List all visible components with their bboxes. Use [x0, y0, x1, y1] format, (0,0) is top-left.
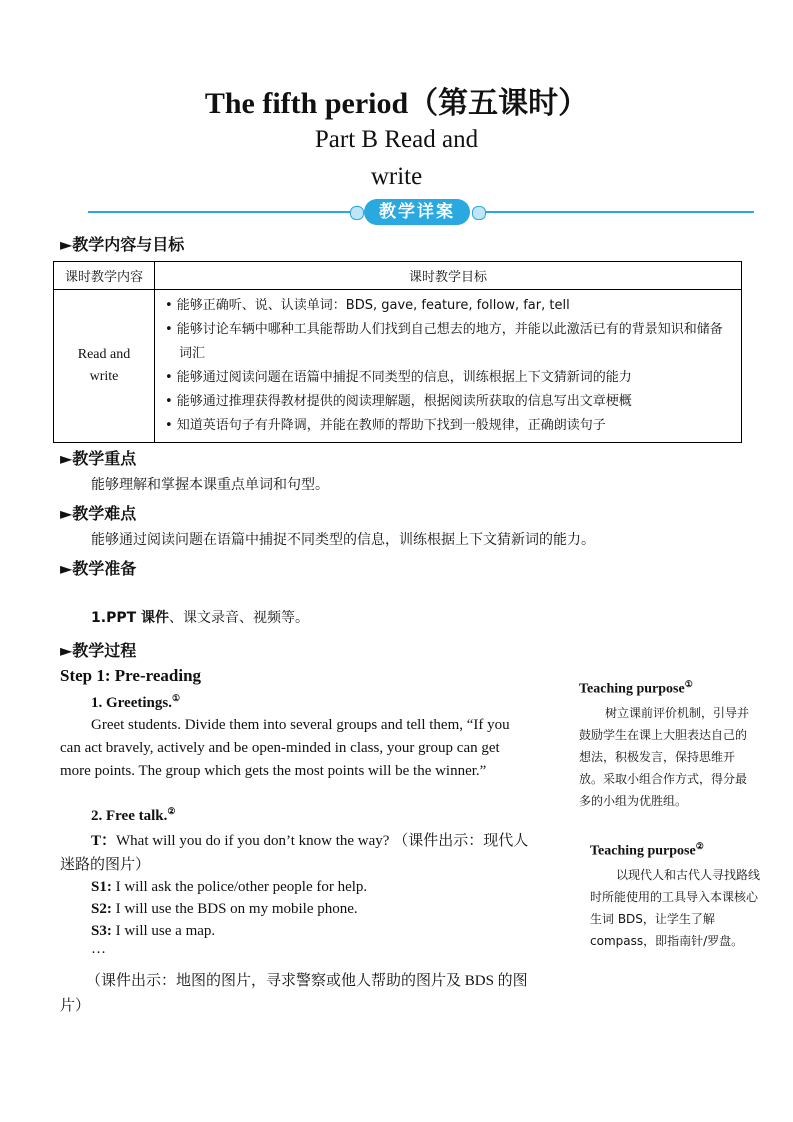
free-talk-heading: [91, 806, 175, 825]
banner-pill: [364, 199, 470, 225]
teacher-line: [60, 829, 535, 877]
purpose2-mark: ②: [695, 841, 704, 851]
section-banner: [88, 198, 754, 228]
subtitle-line2: write: [370, 163, 423, 190]
greetings-mark: ①: [171, 693, 181, 703]
step1-heading: Step 1: Pre-reading: [60, 666, 202, 685]
free-talk-heading-text: 2. Free talk.: [91, 808, 168, 824]
preparation-rest: 、课文录音、视频等。: [169, 610, 310, 626]
speaker-text: I will use the BDS on my mobile phone.: [111, 901, 358, 917]
dialogue-ellipsis: …: [91, 941, 106, 957]
table-header-goals: 课时教学目标: [155, 262, 742, 290]
list-item: • 知道英语句子有升降调，并能在教师的帮助下找到一般规律，正确朗读句子: [165, 418, 606, 433]
speaker-label: S1:: [91, 879, 112, 895]
section-difficulties: ►教学难点: [60, 504, 137, 523]
key-points-text: 能够理解和掌握本课重点单词和句型。: [91, 477, 329, 493]
purpose1-mark: ①: [684, 679, 693, 689]
section-content-goals: ►教学内容与目标: [60, 235, 185, 254]
purpose2-title: [590, 841, 704, 860]
banner-line-left: [88, 211, 350, 213]
greetings-heading: [91, 693, 180, 712]
banner-dot-right: [472, 206, 486, 220]
purpose1-title-text: Teaching purpose: [579, 681, 685, 697]
teacher-text: What will you do if you don’t know the way? （课件出示：现代人迷路的图片）: [60, 833, 529, 873]
purpose1-text: 树立课前评价机制，引导并鼓励学生在课上大胆表达自己的想法，积极发言，保持思维开放。采取小组合作方式，得分最多的小组为优胜组。: [579, 706, 750, 808]
preparation-bold: PPT 课件: [106, 610, 170, 626]
banner-text: 教学详案: [379, 202, 455, 222]
section-process: ►教学过程: [60, 641, 137, 660]
preparation-text: [91, 607, 309, 627]
table-goals-cell: [155, 290, 742, 443]
dialogue-s3: [91, 923, 215, 940]
dialogue-s2: [91, 901, 358, 918]
teacher-label: T：: [91, 833, 117, 849]
purpose1-title: [579, 679, 693, 698]
page-title: The fifth period（第五课时）: [204, 87, 589, 120]
banner-line-right: [484, 211, 754, 213]
goals-list: [155, 290, 741, 442]
list-item: • 能够正确听、说、认读单词：BDS, gave, feature, follow, far, tell: [165, 298, 570, 313]
purpose2-title-text: Teaching purpose: [590, 843, 696, 859]
free-talk-mark: ②: [167, 806, 176, 816]
banner-dot-left: [350, 206, 364, 220]
subtitle-line1: Part B Read and: [314, 126, 479, 153]
table-header-content: 课时教学内容: [54, 262, 155, 290]
speaker-text: I will use a map.: [111, 923, 216, 939]
list-item: • 能够通过阅读问题在语篇中捕捉不同类型的信息，训练根据上下文猜新词的能力: [165, 370, 632, 385]
process-note: （课件出示：地图的图片，寻求警察或他人帮助的图片及 BDS 的图片）: [60, 973, 528, 1014]
speaker-label: S3:: [91, 923, 112, 939]
section-key-points: ►教学重点: [60, 449, 137, 468]
table-row-label: Read and write: [54, 290, 155, 443]
section-preparation: ►教学准备: [60, 559, 137, 578]
greetings-text: Greet students. Divide them into several groups and tell them, “If you can act bravely, actively and be open-minded in class, your group can get more points. The group which gets the most points will be the winner.”: [60, 717, 510, 779]
goals-table: [53, 261, 742, 443]
difficulties-text: 能够通过阅读问题在语篇中捕捉不同类型的信息，训练根据上下文猜新词的能力。: [91, 532, 595, 548]
list-item: • 能够讨论车辆中哪种工具能帮助人们找到自己想去的地方，并能以此激活已有的背景知识和储备词汇: [165, 322, 723, 361]
list-item: • 能够通过推理获得教材提供的阅读理解题，根据阅读所获取的信息写出文章梗概: [165, 394, 632, 409]
purpose2-text: 以现代人和古代人寻找路线时所能使用的工具导入本课核心生词 BDS，让学生了解 compass，即指南针/罗盘。: [590, 868, 761, 948]
dialogue-s1: [91, 879, 367, 896]
preparation-num: 1.: [91, 610, 107, 626]
greetings-heading-text: 1. Greetings.: [91, 695, 172, 711]
speaker-text: I will ask the police/other people for help.: [111, 879, 368, 895]
speaker-label: S2:: [91, 901, 112, 917]
